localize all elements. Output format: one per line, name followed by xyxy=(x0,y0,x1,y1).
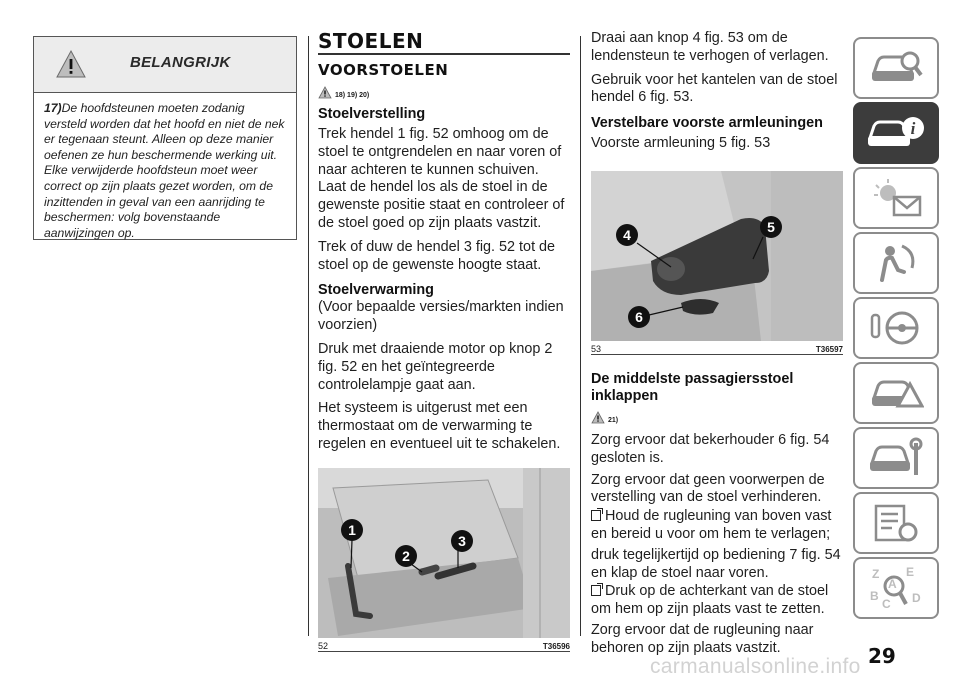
middle-seat-ref-text: 21) xyxy=(608,417,619,425)
figure-53 xyxy=(591,171,843,355)
warning-header xyxy=(34,37,296,93)
figure-53-number: 53 xyxy=(591,343,602,354)
warning-title: BELANGRIJK xyxy=(130,54,231,71)
seat-heating-text-2: Het systeem is uitgerust met een thermostaat om de verwarming te regelen en eventueel uit te schakelen. xyxy=(318,400,561,452)
armrest-text: Voorste armleuning 5 fig. 53 xyxy=(591,135,771,152)
chapter-tabs xyxy=(853,37,939,622)
svg-text:A: A xyxy=(888,577,897,591)
tab-emergency[interactable] xyxy=(853,362,939,424)
tab-lights-messages[interactable] xyxy=(853,167,939,229)
car-search-icon xyxy=(868,47,924,89)
svg-text:i: i xyxy=(910,119,916,138)
middle-seat-refs xyxy=(591,410,843,426)
seat-heating-heading: Stoelverwarming xyxy=(318,282,434,299)
middle-seat-step-2-text: Druk op de achterkant van de stoel om hem op zijn plaats vast te zetten. xyxy=(591,583,829,618)
figure-53-caption xyxy=(591,344,843,354)
tab-starting-driving[interactable] xyxy=(853,297,939,359)
warning-text xyxy=(34,93,296,241)
checkbox-bullet-icon xyxy=(591,585,601,596)
armrest-photo xyxy=(591,171,843,341)
figure-53-code: T36597 xyxy=(815,344,843,354)
column-divider-2 xyxy=(580,36,581,636)
warning-triangle-icon xyxy=(591,411,605,424)
callout-4-label: 4 xyxy=(623,226,631,243)
lights-message-icon xyxy=(868,177,924,219)
warning-triangle-icon xyxy=(318,86,332,99)
car-info-icon xyxy=(866,112,926,154)
middle-seat-step-1-text: Houd de rugleuning van boven vast en bereid u voor om hem te verlagen; xyxy=(591,508,832,542)
section-refs xyxy=(318,84,570,100)
seat-adjust-text-2: Trek of duw de hendel 3 fig. 52 tot de stoel op de gewenste hoogte staat. xyxy=(318,238,556,273)
middle-seat-text-1: Zorg ervoor dat bekerhouder 6 fig. 54 gesloten is. xyxy=(591,431,830,466)
checklist-gear-icon xyxy=(868,502,924,544)
svg-text:D: D xyxy=(912,591,921,605)
callout-1-label: 1 xyxy=(348,521,356,538)
section-refs-text: 18) 19) 20) xyxy=(335,91,370,99)
seat-heating-note: (Voor bepaalde versies/markten indien voorzien) xyxy=(318,299,564,334)
section-subtitle: VOORSTOELEN xyxy=(318,61,449,79)
column-seats-continued xyxy=(591,30,843,658)
figure-52 xyxy=(318,468,570,652)
middle-seat-heading: De middelste passagiersstoel inklappen xyxy=(591,370,794,404)
middle-seat-text-2: Zorg ervoor dat geen voorwerpen de verstelling van de stoel verhinderen. xyxy=(591,471,825,506)
car-warning-triangle-icon xyxy=(868,372,924,414)
svg-text:B: B xyxy=(870,589,879,603)
seat-adjust-text-1: Trek hendel 1 fig. 52 omhoog om de stoel te ontgrendelen en naar voren of naar achteren te kunnen schuiven. Laat de hendel los als de stoel in de gewenste positie staat en controleer of de stoel goed op zijn plaats vastzit. xyxy=(318,126,565,231)
warning-ref: 17) xyxy=(44,101,62,115)
svg-text:C: C xyxy=(882,597,891,611)
callout-3-label: 3 xyxy=(458,532,466,549)
column-divider-1 xyxy=(308,36,309,636)
svg-text:E: E xyxy=(906,565,915,579)
tab-maintenance[interactable] xyxy=(853,427,939,489)
armrest-heading: Verstelbare voorste armleuningen xyxy=(591,115,823,132)
seat-levers-photo xyxy=(318,468,570,638)
section-title: STOELEN xyxy=(318,29,424,53)
warning-body: De hoofdsteunen moeten zodanig versteld worden dat het hoofd en niet de nek er tegenaan steunt. Alleen op deze manier oefenen ze hun beschermende werking uit. Elke verwijderde hoofdsteun moet weer correct op zijn plaats gezet worden, om de inzittenden in geval van een aanrijding te beschermen: volg bovenstaande aanwijzingen op. xyxy=(44,101,285,240)
middle-seat-step-2 xyxy=(591,583,843,619)
figure-52-code: T36596 xyxy=(542,641,570,651)
figure-52-caption xyxy=(318,641,570,651)
tab-car-info[interactable] xyxy=(853,102,939,164)
airbag-person-icon xyxy=(868,242,924,284)
callout-5-label: 5 xyxy=(767,218,775,235)
warning-box xyxy=(33,36,297,240)
seat-heating-text-1: Druk met draaiende motor op knop 2 fig. 52 en het geïntegreerde controlelampje gaat aan. xyxy=(318,340,553,393)
alphabet-index-search-icon xyxy=(866,564,926,612)
middle-seat-text-3: druk tegelijkertijd op bediening 7 fig. 54 en klap de stoel naar voren. xyxy=(591,546,841,581)
tilt-text: Gebruik voor het kantelen van de stoel hendel 6 fig. 53. xyxy=(591,71,838,106)
tab-safety[interactable] xyxy=(853,232,939,294)
tab-car-search[interactable] xyxy=(853,37,939,99)
column-seats xyxy=(318,30,570,652)
figure-52-number: 52 xyxy=(318,640,329,651)
middle-seat-step-1 xyxy=(591,508,843,544)
lumbar-text: Draai aan knop 4 fig. 53 om de lendensteun te verhogen of verlagen. xyxy=(591,30,829,64)
warning-triangle-icon xyxy=(55,49,87,79)
middle-seat-text-4: Zorg ervoor dat de rugleuning naar behoren op zijn plaats vastzit. xyxy=(591,621,814,656)
tab-technical-data[interactable] xyxy=(853,492,939,554)
watermark: carmanualsonline.info xyxy=(650,655,861,678)
tab-index[interactable] xyxy=(853,557,939,619)
steering-wheel-key-icon xyxy=(868,307,924,349)
page-number: 29 xyxy=(868,644,896,668)
callout-2-label: 2 xyxy=(402,547,410,564)
car-wrench-icon xyxy=(868,437,924,479)
svg-text:Z: Z xyxy=(872,567,880,581)
section-title-rule xyxy=(318,53,570,55)
checkbox-bullet-icon xyxy=(591,510,601,521)
callout-6-label: 6 xyxy=(635,308,643,325)
seat-adjust-heading: Stoelverstelling xyxy=(318,106,426,122)
